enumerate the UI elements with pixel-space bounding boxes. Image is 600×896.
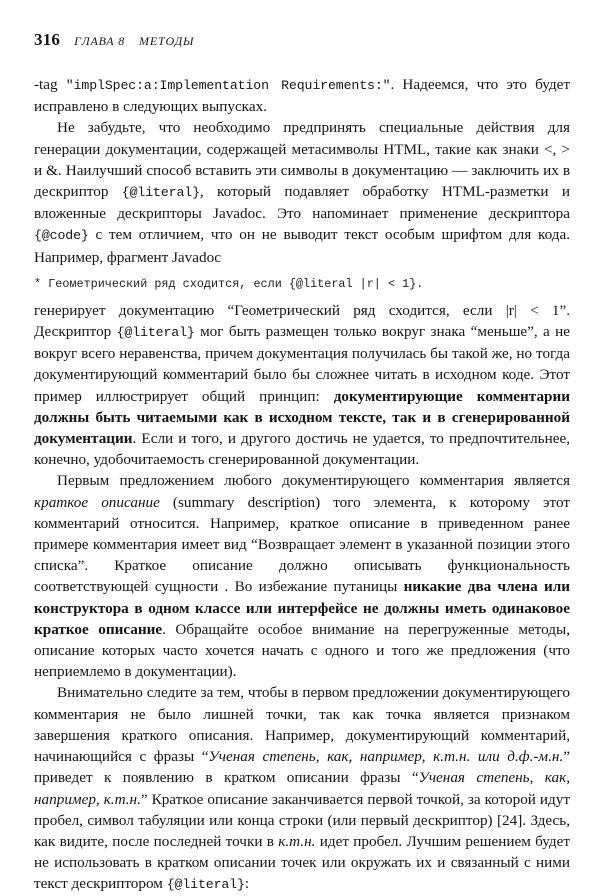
italic-example: Ученая степень, как, например, к.т.н. [34, 769, 570, 808]
text-run: -tag [34, 76, 66, 93]
text-run: (summary description) того элемента, к которому этот комментарий относится. Например, краткое описание в приведенном ранее примере комментария имеет вид “Возвращает элемент в указанной позиции этого списка”. Краткое описание должно описывать функциональность соответствующей сущности . Во избежание путаницы [34, 493, 570, 596]
text-run: идет пробел. Лучшим решением будет не использовать в кратком описании точек или окружать их и связанный с ними текст дескриптором [34, 832, 570, 893]
text-run: ” Краткое описание заканчивается первой точкой, за которой идут пробел, символ табуляции или конца строки (или первый дескриптор) [24]. Здесь, как видите, после последней точки в [34, 790, 570, 850]
text-run: . Если и того, и другого достичь не удается, то предпочтительнее, конечно, удобочитаемость сгенерированной документации. [34, 430, 570, 469]
text-run: Внимательно следите за тем, чтобы в первом предложении документирующего комментария не было лишней точки, так как точка является признаком завершения краткого описания. Например, документирующий комментарий, начинающийся с фразы “ [34, 684, 570, 766]
text-run: мог быть размещен только вокруг знака “меньше”, а не вокруг всего неравенства, причем документация получилась бы такой же, но тогда документирующий комментарий было бы сложнее читать в исходном коде. Этот пример иллюстрирует общий принцип: [34, 323, 570, 405]
text-run: генерирует документацию “Геометрический ряд сходится, если |r| < 1”. Дескриптор [34, 301, 570, 341]
text-run: . Надеемся, что это будет исправлено в следующих выпусках. [34, 76, 570, 116]
inline-code: {@literal} [121, 185, 200, 201]
inline-code: {@literal} [166, 877, 245, 893]
bold-rule: никакие два члена или конструктора в одном классе или интерфейсе не должны иметь одинаковое краткое описание [34, 578, 571, 638]
paragraph-2 [34, 117, 570, 267]
chapter-label: ГЛАВА 8 [74, 34, 126, 48]
text-run: Не забудьте, что необходимо предпринять специальные действия для генерации документации, содержащей метасимволы HTML, такие как знаки <, > и &. Наилучший способ вставить эти символы в документацию — заключить их в дескриптор [34, 119, 570, 201]
body-text [34, 74, 570, 896]
italic-example: Ученая степень, как, например, к.т.н. или д.ф.-м.н. [208, 748, 564, 766]
text-run: с тем отличием, что он не выводит текст особым шрифтом для кода. Например, фрагмент Javadoc [34, 226, 570, 266]
text-run: . Обращайте особое внимание на перегруженные методы, описание которых часто хочется начать с одного и того же предложения (что неприемлемо в документации). [34, 620, 570, 681]
paragraph-3 [34, 300, 570, 471]
text-run: , который подавляет обработку HTML-разметки и вложенные дескрипторы Javadoc. Это напоминает применение дескриптора [34, 183, 570, 223]
page-number: 316 [34, 30, 61, 49]
inline-code: {@code} [34, 228, 89, 244]
bold-principle: документирующие комментарии должны быть читаемыми как в исходном тексте, так и в сгенерированной документации [34, 387, 570, 448]
code-example: * Геометрический ряд сходится, если {@literal |r| < 1}. [34, 276, 424, 291]
italic-term: краткое описание [34, 493, 160, 511]
inline-code: "implSpec:a:Implementation Requirements:" [65, 78, 391, 93]
paragraph-5 [34, 682, 570, 895]
paragraph-4 [34, 470, 570, 682]
paragraph-1 [34, 74, 570, 117]
book-page [34, 30, 570, 896]
section-label: МЕТОДЫ [139, 34, 195, 48]
text-run: ” приведет к появлению в кратком описании фразы “ [34, 748, 570, 787]
running-header [34, 30, 570, 58]
italic-abbrev: к.т.н. [278, 832, 316, 850]
inline-code: {@literal} [116, 325, 195, 341]
text-run: Первым предложением любого документирующего комментария является [57, 472, 570, 490]
text-run: : [244, 875, 250, 893]
